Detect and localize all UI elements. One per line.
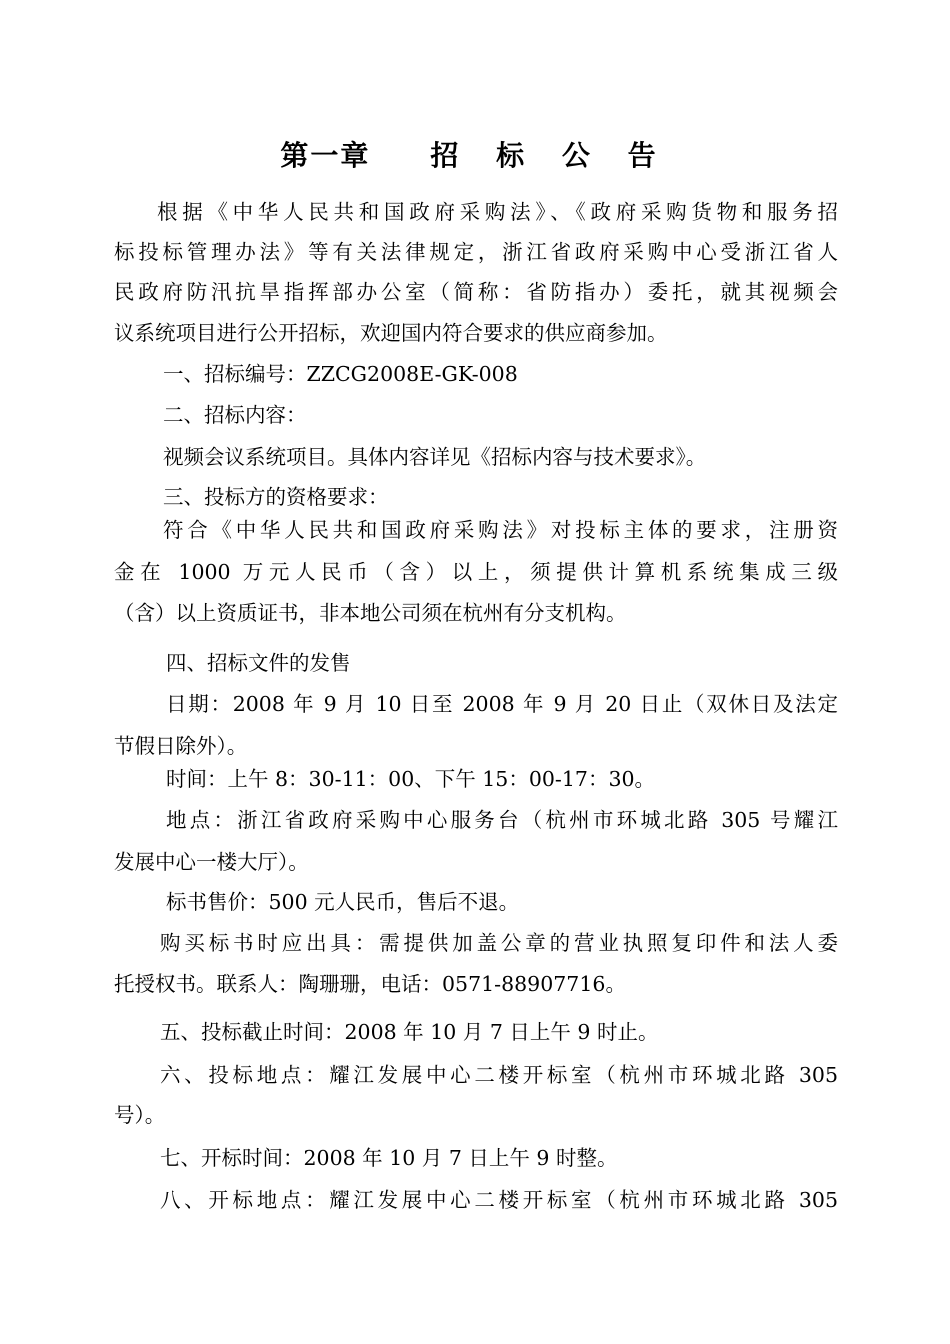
paragraph-line: 时间：上午 8：30-11：00、下午 15：00-17：30。	[166, 767, 656, 791]
paragraph-line: 民政府防汛抗旱指挥部办公室（简称：省防指办）委托，就其视频会	[114, 280, 838, 304]
paragraph-line: 日期：2008 年 9 月 10 日至 2008 年 9 月 20 日止（双休日及法定	[166, 692, 838, 716]
paragraph-line: 地点：浙江省政府采购中心服务台（杭州市环城北路 305 号耀江	[166, 808, 838, 832]
paragraph-line: 标投标管理办法》等有关法律规定，浙江省政府采购中心受浙江省人	[114, 240, 838, 264]
paragraph-line: （含）以上资质证书，非本地公司须在杭州有分支机构。	[114, 601, 627, 625]
paragraph-line: 托授权书。联系人：陶珊珊，电话：0571-88907716。	[114, 972, 626, 996]
section-bid-location: 六、投标地点：耀江发展中心二楼开标室（杭州市环城北路 305	[160, 1063, 838, 1087]
paragraph-line: 节假日除外）。	[114, 734, 248, 758]
section-heading: 三、投标方的资格要求：	[163, 485, 389, 509]
chapter-heading: 招 标 公 告	[430, 139, 670, 172]
paragraph-line: 标书售价：500 元人民币，售后不退。	[166, 890, 520, 914]
paragraph-line: 发展中心一楼大厅）。	[114, 850, 309, 874]
paragraph-line: 号）。	[114, 1103, 166, 1127]
section-bid-number: 一、招标编号：ZZCG2008E-GK-008	[163, 362, 518, 386]
paragraph-line: 根据《中华人民共和国政府采购法》、《政府采购货物和服务招	[157, 200, 838, 224]
section-deadline: 五、投标截止时间：2008 年 10 月 7 日上午 9 时止。	[160, 1020, 659, 1044]
section-heading: 四、招标文件的发售	[166, 651, 351, 675]
paragraph-line: 购买标书时应出具：需提供加盖公章的营业执照复印件和法人委	[160, 931, 838, 955]
chapter-number: 第一章	[280, 139, 371, 172]
section-heading: 二、招标内容：	[163, 403, 307, 427]
paragraph-line: 视频会议系统项目。具体内容详见《招标内容与技术要求》。	[163, 445, 707, 469]
paragraph-line: 金在 1000 万元人民币（含）以上，须提供计算机系统集成三级	[114, 560, 838, 584]
section-opening-location: 八、开标地点：耀江发展中心二楼开标室（杭州市环城北路 305	[160, 1188, 838, 1212]
section-opening-time: 七、开标时间：2008 年 10 月 7 日上午 9 时整。	[160, 1146, 618, 1170]
chapter-title	[0, 134, 950, 174]
paragraph-line: 符合《中华人民共和国政府采购法》对投标主体的要求，注册资	[163, 518, 838, 542]
paragraph-line: 议系统项目进行公开招标，欢迎国内符合要求的供应商参加。	[114, 321, 668, 345]
